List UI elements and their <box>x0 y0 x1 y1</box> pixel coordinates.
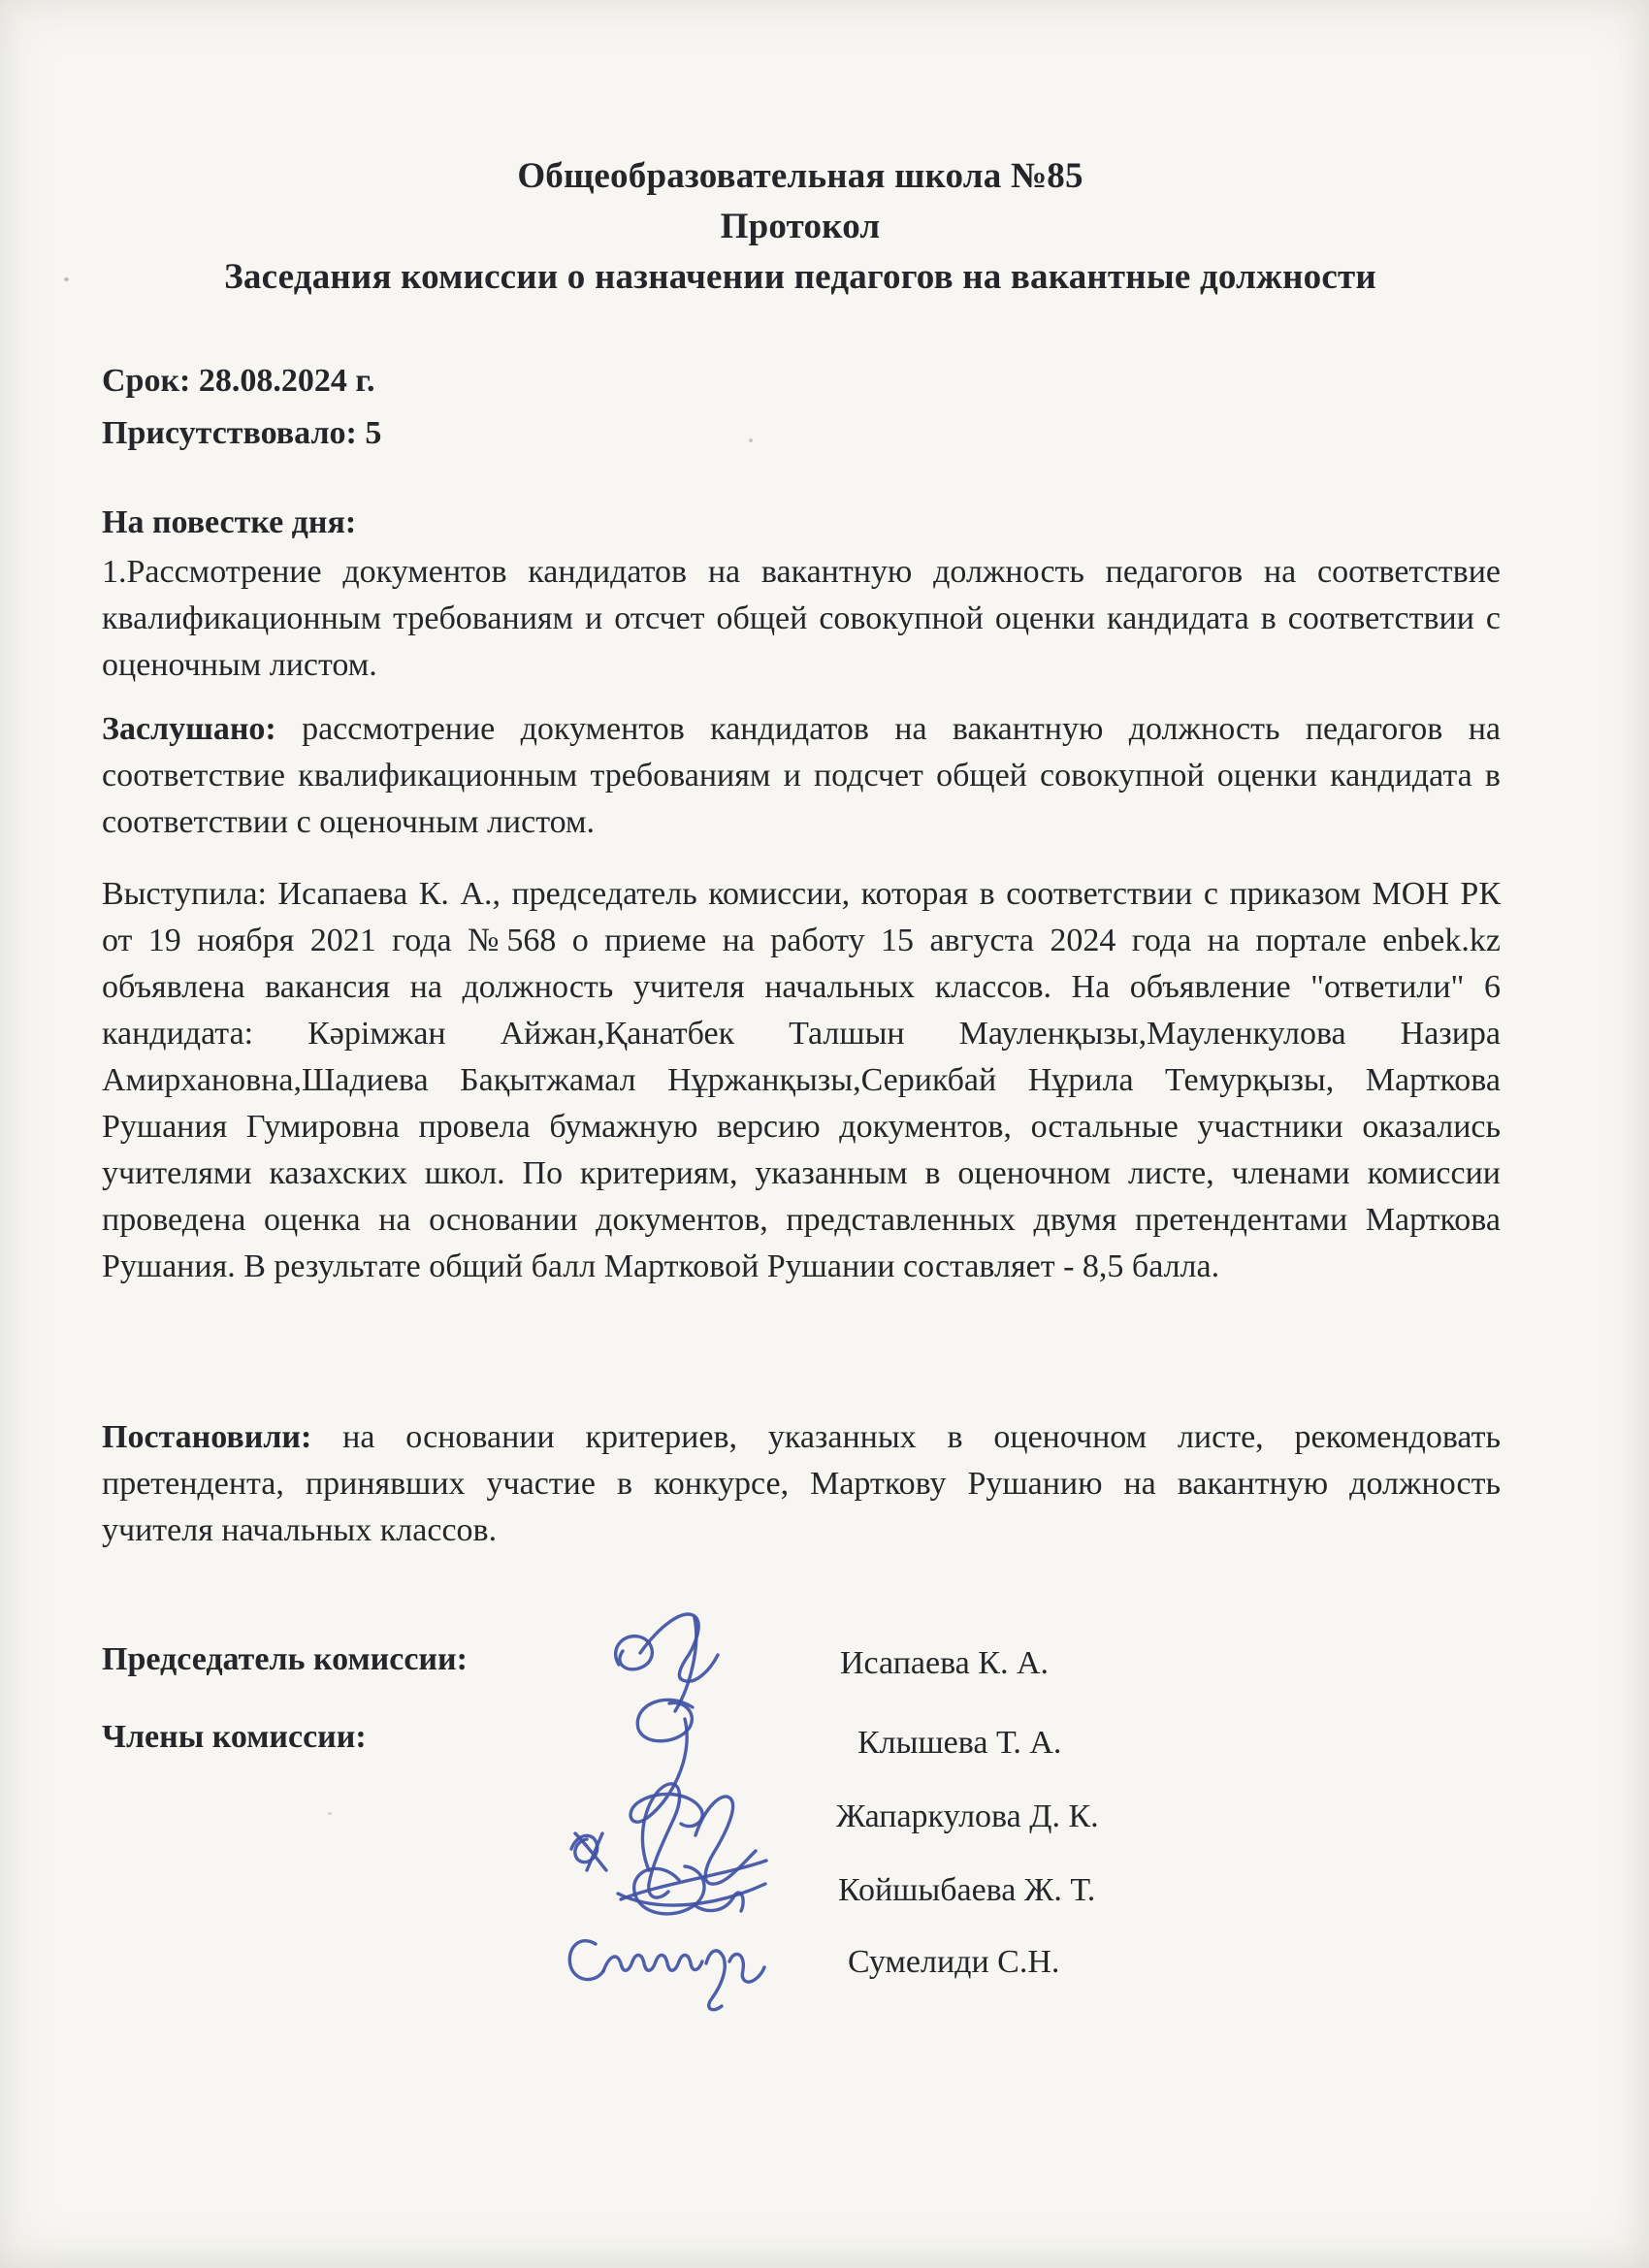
signature-name-2: Клышева Т. А. <box>857 1725 1062 1761</box>
scan-speck <box>749 438 753 442</box>
signature-name-3: Жапаркулова Д. К. <box>836 1798 1099 1834</box>
agenda-heading: На повестке дня: <box>102 504 357 540</box>
signature-name-5: Сумелиди С.Н. <box>848 1944 1060 1980</box>
members-label: Члены комиссии: <box>102 1719 367 1755</box>
heard-label: Заслушано: <box>102 711 276 747</box>
school-title: Общеобразовательная школа №85 <box>517 156 1083 196</box>
chairman-label: Председатель комиссии: <box>102 1641 468 1677</box>
signature-ink-member-4 <box>559 1913 787 2020</box>
document-header <box>102 151 1499 303</box>
protocol-title: Протокол <box>720 207 881 246</box>
heard-body: рассмотрение документов кандидатов на вакантную должность педагогов на соответствие квалификационным требованиям и подсчет общей совокупной оценки кандидата в соответствии с оценочным листом. <box>102 711 1501 840</box>
term-line: Срок: 28.08.2024 г. <box>102 363 375 399</box>
resolved-paragraph <box>102 1414 1501 1554</box>
attended-line: Присутствовало: 5 <box>102 415 382 451</box>
agenda-body: 1.Рассмотрение документов кандидатов на вакантную должность педагогов на соответствие квалификационным требованиям и отсчет общей совокупной оценки кандидата в соответствии с оценочным листом. <box>102 554 1501 683</box>
meeting-subject: Заседания комиссии о назначении педагогов на вакантные должности <box>224 257 1376 297</box>
spoke-paragraph: Выступила: Исапаева К. А., председатель комиссии, которая в соответствии с приказом МОН РК от 19 ноября 2021 года №568 о приеме на работу 15 августа 2024 года на портале enbek.kz объявлена вакансия на должность учителя начальных классов. На объявление "ответили" 6 кандидата: Кәрімжан Айжан,Қанатбек Талшын Мауленқызы,Мауленкулова Назира Амирхановна,Шадиева Бақытжамал Нұржанқызы,Серикбай Нұрила Темурқызы, Марткова Рушания Гумировна провела бумажную версию документов, остальные участники оказались учителями казахских школ. По критериям, указанным в оценочном листе, членами комиссии проведена оценка на основании документов, представленных двумя претендентами Марткова Рушания. В результате общий балл Мартковой Рушании составляет - 8,5 балла. <box>102 876 1501 1284</box>
scan-speck <box>64 277 69 281</box>
resolved-body: на основании критериев, указанных в оценочном листе, рекомендовать претендента, принявших участие в конкурсе, Марткову Рушанию на вакантную должность учителя начальных классов. <box>102 1419 1501 1548</box>
heard-paragraph <box>102 706 1501 846</box>
signature-name-4: Койшыбаева Ж. Т. <box>838 1872 1096 1908</box>
resolved-label: Постановили: <box>102 1419 312 1455</box>
scan-speck <box>328 1812 332 1815</box>
signature-name-1: Исапаева К. А. <box>840 1645 1050 1681</box>
